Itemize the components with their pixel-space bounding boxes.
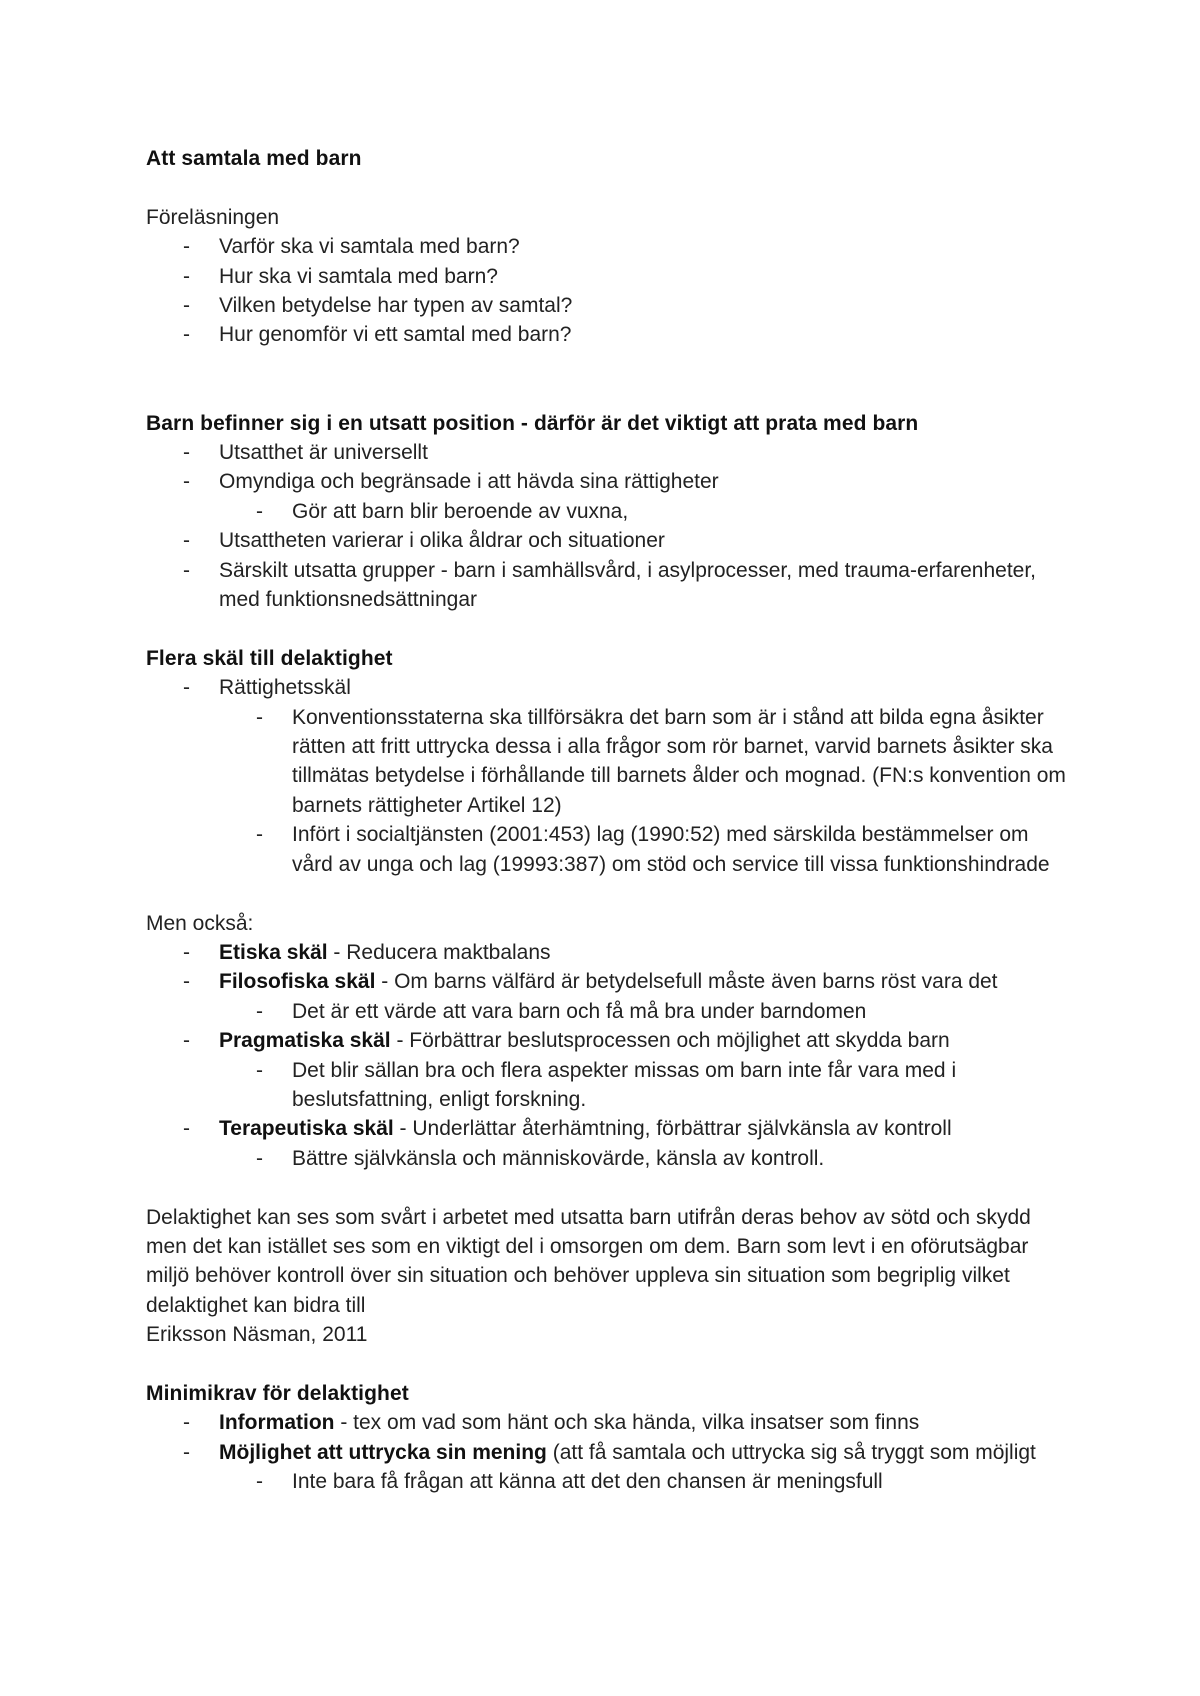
list-item: - Möjlighet att uttrycka sin mening (att få samtala och uttrycka sig så tryggt som möjligt - Inte bara få frågan att känna att det den chansen är meningsfull [146,1438,1066,1497]
list-item: - Utsatthet är universellt [183,441,428,465]
lecture-list [146,232,1066,350]
sub-list-item: - Bättre självkänsla och människovärde, känsla av kontroll. [256,1146,825,1170]
sub-list-item: - Konventionsstaterna ska tillförsäkra det barn som är i stånd att bilda egna åsikter rätten att fritt uttrycka dessa i alla frågor som rör barnet, varvid barnets åsikter ska tillmätas betydelse i förhållande till barnets ålder och mognad. (FN:s konvention om barnets rättigheter Artikel 12) [256,705,1066,817]
sub-list [219,1144,1066,1173]
position-list [146,438,1066,614]
also-list [146,938,1066,1173]
list-item: - Etiska skäl - Reducera maktbalans [183,940,551,964]
document-title: Att samtala med barn [146,147,362,170]
also-label: Men också: [146,911,254,935]
bold-term: Pragmatiska skäl [219,1029,391,1053]
sub-list-item: - Det är ett värde att vara barn och få må bra under barndomen [256,999,867,1023]
list-item: - Rättighetsskäl - Konventionsstaterna ska tillförsäkra det barn som är i stånd att bilda egna åsikter rätten att fritt uttrycka dessa i alla frågor som rör barnet, varvid barnets åsikter ska tillmätas betydelse i förhållande till barnets ålder och mognad. (FN:s konvention om barnets rättigheter Artikel 12) - Infört i socialtjänsten (2001:453) lag (1990:52) med särskilda bestämmelser om vård av unga och lag (19993:387) om stöd och service till vissa funktionshindrade [146,673,1066,879]
sub-list-item: - Inte bara få frågan att känna att det den chansen är meningsfull [256,1470,883,1494]
sub-list-item: - Det blir sällan bra och flera aspekter missas om barn inte får vara med i beslutsfattning, enligt forskning. [256,1058,957,1111]
sub-list [219,703,1066,879]
list-item: - Hur ska vi samtala med barn? [183,264,498,288]
bold-term: Möjlighet att uttrycka sin mening [219,1440,547,1464]
list-item: - Varför ska vi samtala med barn? [183,235,520,259]
list-item: - Särskilt utsatta grupper - barn i samhällsvård, i asylprocesser, med trauma-erfarenheter, med funktionsnedsättningar [183,558,1037,612]
list-item: - Terapeutiska skäl - Underlättar återhämtning, förbättrar självkänsla av kontroll - Bättre självkänsla och människovärde, känsla av kontroll. [146,1114,1066,1173]
bold-term: Terapeutiska skäl [219,1117,394,1141]
sub-list [219,497,1066,526]
list-item: - Omyndiga och begränsade i att hävda sina rättigheter - Gör att barn blir beroende av vuxna, [146,467,1066,526]
reasons-list [146,673,1066,879]
document-content [146,144,1066,1497]
list-item: - Vilken betydelse har typen av samtal? [183,294,573,318]
sub-list [219,1056,1066,1115]
sub-list [219,1467,1066,1496]
list-item: - Hur genomför vi ett samtal med barn? [183,323,572,347]
bold-term: Filosofiska skäl [219,970,376,994]
list-item: - Information - tex om vad som hänt och ska hända, vilka insatser som finns [183,1411,920,1435]
list-item: - Utsattheten varierar i olika åldrar och situationer [183,529,665,553]
list-item: - Pragmatiska skäl - Förbättrar beslutsprocessen och möjlighet att skydda barn - Det blir sällan bra och flera aspekter missas om barn inte får vara med i beslutsfattning, enligt forskning. [146,1026,1066,1114]
body-paragraph: Delaktighet kan ses som svårt i arbetet med utsatta barn utifrån deras behov av sötd och skydd men det kan istället ses som en viktigt del i omsorgen om dem. Barn som levt i en oförutsägbar miljö behöver kontroll över sin situation och behöver uppleva sin situation som begriplig vilket delaktighet kan bidra till [146,1205,1031,1317]
bold-term: Etiska skäl [219,940,328,964]
citation: Eriksson Näsman, 2011 [146,1323,368,1347]
bold-term: Information [219,1411,335,1435]
section-heading-minimum: Minimikrav för delaktighet [146,1381,409,1405]
sub-list-item: - Infört i socialtjänsten (2001:453) lag (1990:52) med särskilda bestämmelser om vård av unga och lag (19993:387) om stöd och service till vissa funktionshindrade [256,823,1050,876]
section-heading-position: Barn befinner sig i en utsatt position - därför är det viktigt att prata med barn [146,411,919,435]
list-item: - Filosofiska skäl - Om barns välfärd är betydelsefull måste även barns röst vara det - Det är ett värde att vara barn och få må bra under barndomen [146,967,1066,1026]
sub-list-item: - Gör att barn blir beroende av vuxna, [256,499,629,523]
sub-list [219,997,1066,1026]
lecture-label: Föreläsningen [146,205,280,229]
minimum-list [146,1408,1066,1496]
section-heading-reasons: Flera skäl till delaktighet [146,646,393,670]
